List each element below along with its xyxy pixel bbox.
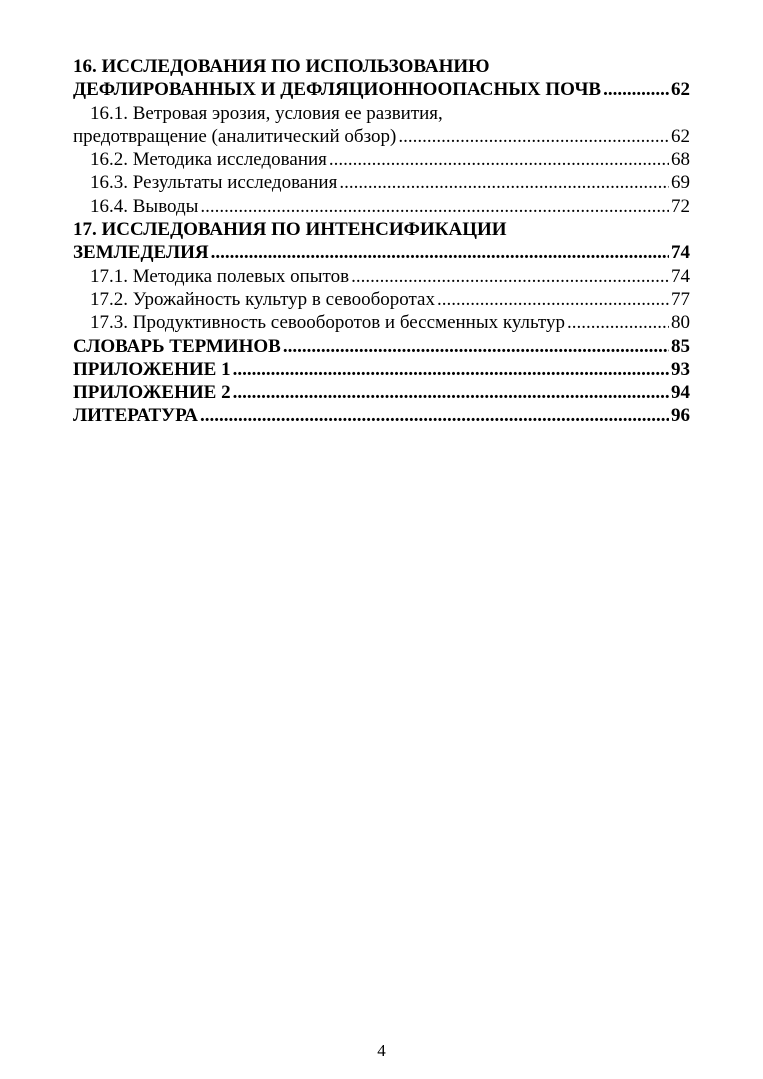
toc-entry-16-title-line1[interactable] (73, 55, 690, 78)
dot-leader (233, 381, 669, 404)
toc-entry-label: ЗЕМЛЕДЕЛИЯ (73, 242, 209, 264)
toc-entry-page: 93 (671, 358, 690, 380)
toc-entry-17-3[interactable] (73, 311, 690, 334)
dot-leader (283, 335, 669, 358)
toc-entry-17-2[interactable] (73, 288, 690, 311)
dot-leader (233, 358, 669, 381)
dot-leader (437, 288, 669, 311)
toc-entry-label: СЛОВАРЬ ТЕРМИНОВ (73, 335, 281, 357)
dot-leader (329, 148, 669, 171)
toc-entry-16-4[interactable] (73, 195, 690, 218)
dot-leader (398, 125, 669, 148)
toc-entry-label: 16. ИССЛЕДОВАНИЯ ПО ИСПОЛЬЗОВАНИЮ (73, 56, 490, 77)
toc-entry-label: 16.1. Ветровая эрозия, условия ее развития, (90, 102, 443, 124)
toc-entry-16-1[interactable] (73, 125, 690, 148)
toc-entry-page: 68 (671, 149, 690, 171)
toc-entry-16-1-line1[interactable] (73, 102, 690, 125)
toc-entry-16-2[interactable] (73, 148, 690, 171)
toc-entry-page: 62 (671, 79, 690, 101)
toc-entry-17[interactable] (73, 241, 690, 264)
toc-entry-page: 69 (671, 172, 690, 194)
dot-leader (200, 404, 669, 427)
toc-entry-label: 17.2. Урожайность культур в севооборотах (90, 288, 435, 310)
toc-entry-16[interactable] (73, 78, 690, 101)
toc-entry-page: 72 (671, 195, 690, 217)
toc-entry-label: 17.1. Методика полевых опытов (90, 265, 350, 287)
toc-entry-label: ПРИЛОЖЕНИЕ 1 (73, 358, 231, 380)
toc-entry-page: 85 (671, 335, 690, 357)
dot-leader (603, 78, 669, 101)
toc-entry-page: 80 (671, 312, 690, 334)
table-of-contents (73, 55, 690, 428)
dot-leader (339, 171, 669, 194)
toc-entry-page: 74 (671, 242, 690, 264)
toc-entry-page: 96 (671, 405, 690, 427)
toc-entry-literature[interactable] (73, 404, 690, 427)
toc-entry-label: ЛИТЕРАТУРА (73, 405, 199, 427)
dot-leader (351, 265, 669, 288)
toc-entry-page: 77 (671, 288, 690, 310)
toc-entry-label: 16.3. Результаты исследования (90, 172, 338, 194)
toc-entry-page: 62 (671, 125, 690, 147)
toc-entry-label: 17.3. Продуктивность севооборотов и бессменных культур (90, 312, 565, 334)
toc-entry-16-3[interactable] (73, 171, 690, 194)
toc-entry-label: ПРИЛОЖЕНИЕ 2 (73, 382, 231, 404)
page-number: 4 (377, 1041, 386, 1060)
toc-entry-appendix-1[interactable] (73, 358, 690, 381)
toc-entry-label: 16.4. Выводы (90, 195, 199, 217)
toc-entry-label: предотвращение (аналитический обзор) (73, 125, 397, 147)
dot-leader (567, 311, 669, 334)
dot-leader (200, 195, 669, 218)
dot-leader (211, 241, 669, 264)
toc-entry-glossary[interactable] (73, 335, 690, 358)
toc-entry-17-title-line1[interactable] (73, 218, 690, 241)
toc-entry-page: 74 (671, 265, 690, 287)
toc-entry-label: 16.2. Методика исследования (90, 149, 327, 171)
toc-entry-label: ДЕФЛИРОВАННЫХ И ДЕФЛЯЦИОННООПАСНЫХ ПОЧВ (73, 79, 602, 101)
toc-entry-label: 17. ИССЛЕДОВАНИЯ ПО ИНТЕНСИФИКАЦИИ (73, 219, 507, 241)
toc-entry-page: 94 (671, 382, 690, 404)
toc-entry-17-1[interactable] (73, 265, 690, 288)
toc-entry-appendix-2[interactable] (73, 381, 690, 404)
